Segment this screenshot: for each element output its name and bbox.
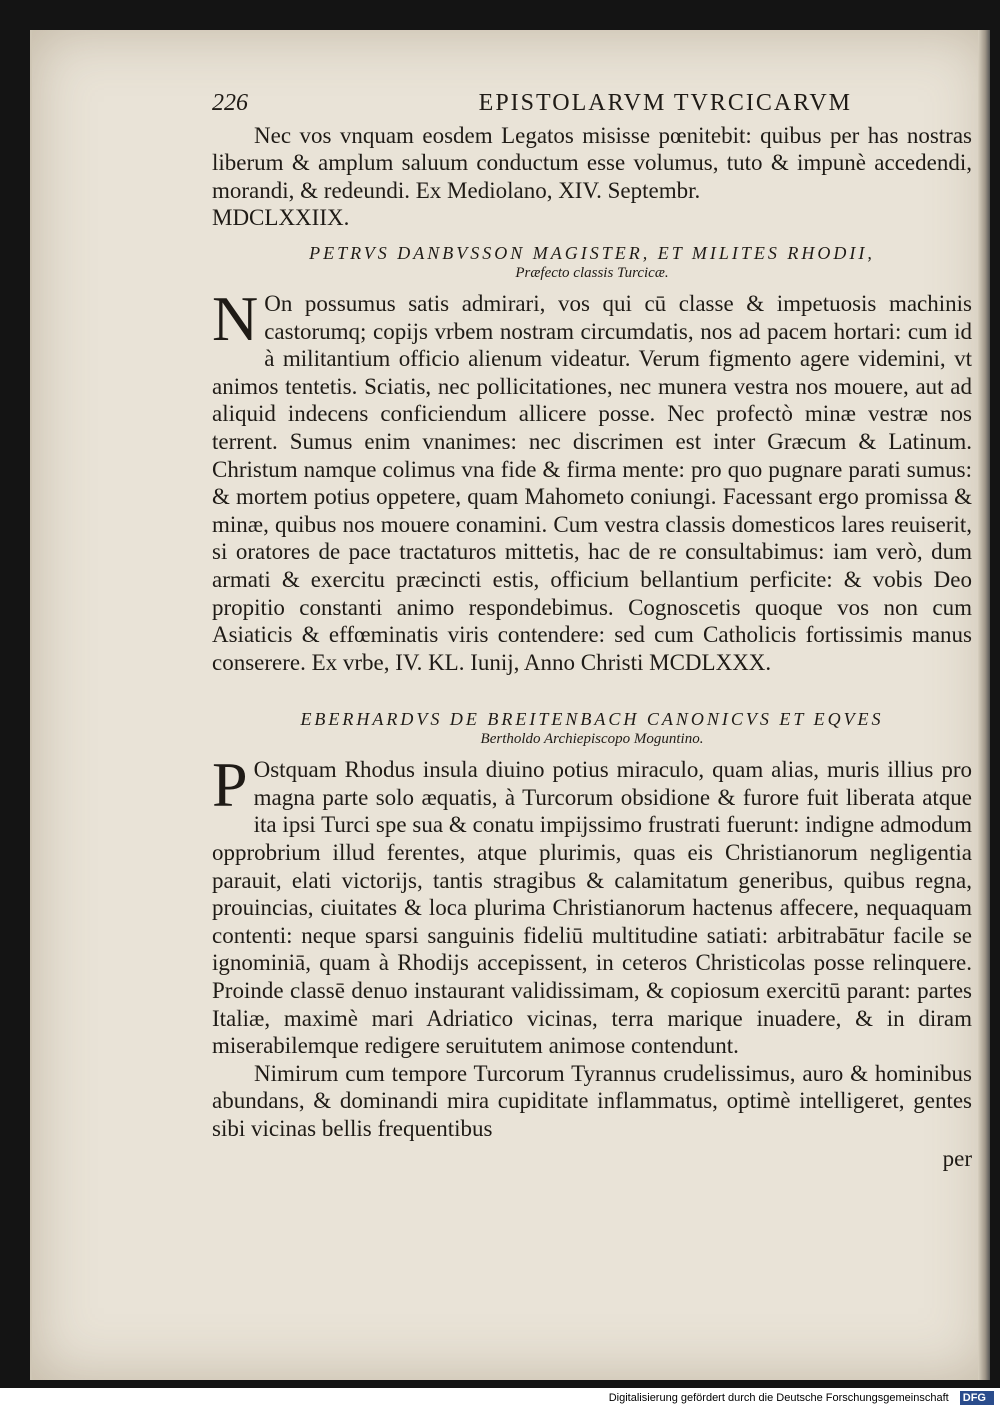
letter1-tail-paragraph: Nec vos vnquam eosdem Legatos misisse pœnitebit: quibus per has nostras liberum & amplum saluum conductum esse volumus, tuto & impunè accedendi, morandi, & redeundi. Ex Mediolano, XIV. Septembr. xyxy=(212,122,972,203)
letter3-subheading: Bertholdo Archiepiscopo Moguntino. xyxy=(480,731,704,748)
page-text xyxy=(212,90,972,1172)
letter2-dropcap: N xyxy=(212,282,259,354)
letter2-body-text: On possumus satis admirari, vos qui cū classe & impetuosis machinis castorumq; copijs vrbem nostram circumdatis, nos ad pacem hortari: cum id à militantium officio alienum videatur. Verum figmento agere videmini, vt animos tentetis. Sciatis, nec pollicitationes, nec munera vestra nos mouere, aut ad aliquid indecens conficiendum allicere posse. Nec profectò minæ vestræ nos terrent. Sumus enim vnanimes: nec discrimen est inter Græcum & Latinum. Christum namque colimus vna fide & firma mente: pro quo pugnare parati sumus: & mortem potius oppetere, quam Mahometo coniungi. Facessant ergo promissa & minæ, quibus nos mouere conamini. Cum vestra classis domesticos lares reuiserit, si oratores de pace tractaturos mittetis, hac de re consultabimus: iam verò, dum armati & exercitu præcincti estis, officium bellantium perficite: & vobis Deo propitio constanti animo respondebimus. Cognoscetis quoque vos non cum Asiaticis & effœminatis viris contendere: sed cum Catholicis fortissimis manus conserere. Ex vrbe, IV. KL. Iunij, Anno Christi MCDLXXX. xyxy=(212,290,972,675)
letter3-heading: EBERHARDVS DE BREITENBACH CANONICVS ET EQVES xyxy=(300,709,884,730)
letter3-body-text: Ostquam Rhodus insula diuino potius miraculo, quam alias, muris illius pro magna parte solo æquatis, à Turcorum obsidione & furore fuit liberata atque ita ipsi Turci spe sua & conatu impijssimo frustrati fuerunt: indigne admodum opprobrium illud ferentes, atque plurimis, quas eis Christianorum negligentia parauit, elati victorijs, tantis stragibus & calamitatum generibus, quibus regna, prouincias, ciuitates & loca plurima Christianorum hactenus affecere, nequaquam contenti: neque sparsi sanguinis fideliū multitudine satiati: arbitrabātur facile se ignominiā, quam à Rhodijs accepissent, in ceteros Christicolas posse relinquere. Proinde classē denuo instaurant validissimam, & copiosum exercitū parant: partes Italiæ, maximè mari Adriatico vicinas, terra marique inuadere, & in diram miserabilemque redigere seruitutem animose contendunt. xyxy=(212,757,972,1059)
dfg-logo-icon: DFG xyxy=(960,1391,994,1405)
dfg-credit: Digitalisierung gefördert durch die Deutsche Forschungsgemeinschaft xyxy=(608,1392,949,1404)
running-title: EPISTOLARVM TVRCICARVM xyxy=(478,90,852,116)
page-number: 226 xyxy=(212,90,248,116)
page-header xyxy=(212,90,972,118)
letter2-heading: PETRVS DANBVSSON MAGISTER, ET MILITES RHODII, xyxy=(309,242,875,263)
page-edge xyxy=(978,30,990,1380)
letter2-subheading: Præfecto classis Turcicæ. xyxy=(515,264,669,281)
book-page xyxy=(30,30,990,1380)
letter3-body-paragraph-2: Nimirum cum tempore Turcorum Tyrannus crudelissimus, auro & hominibus abundans, & dominandi mira cupiditate inflammatus, optimè intelligeret, gentes sibi vicinas bellis frequentibus xyxy=(212,1060,972,1141)
letter3-body xyxy=(212,749,972,1060)
digitization-footer xyxy=(0,1388,1000,1408)
letter2-body xyxy=(212,282,972,676)
letter1-date: MDCLXXIIX. xyxy=(212,205,350,231)
letter3-dropcap: P xyxy=(212,749,248,821)
catchword: per xyxy=(942,1145,972,1171)
